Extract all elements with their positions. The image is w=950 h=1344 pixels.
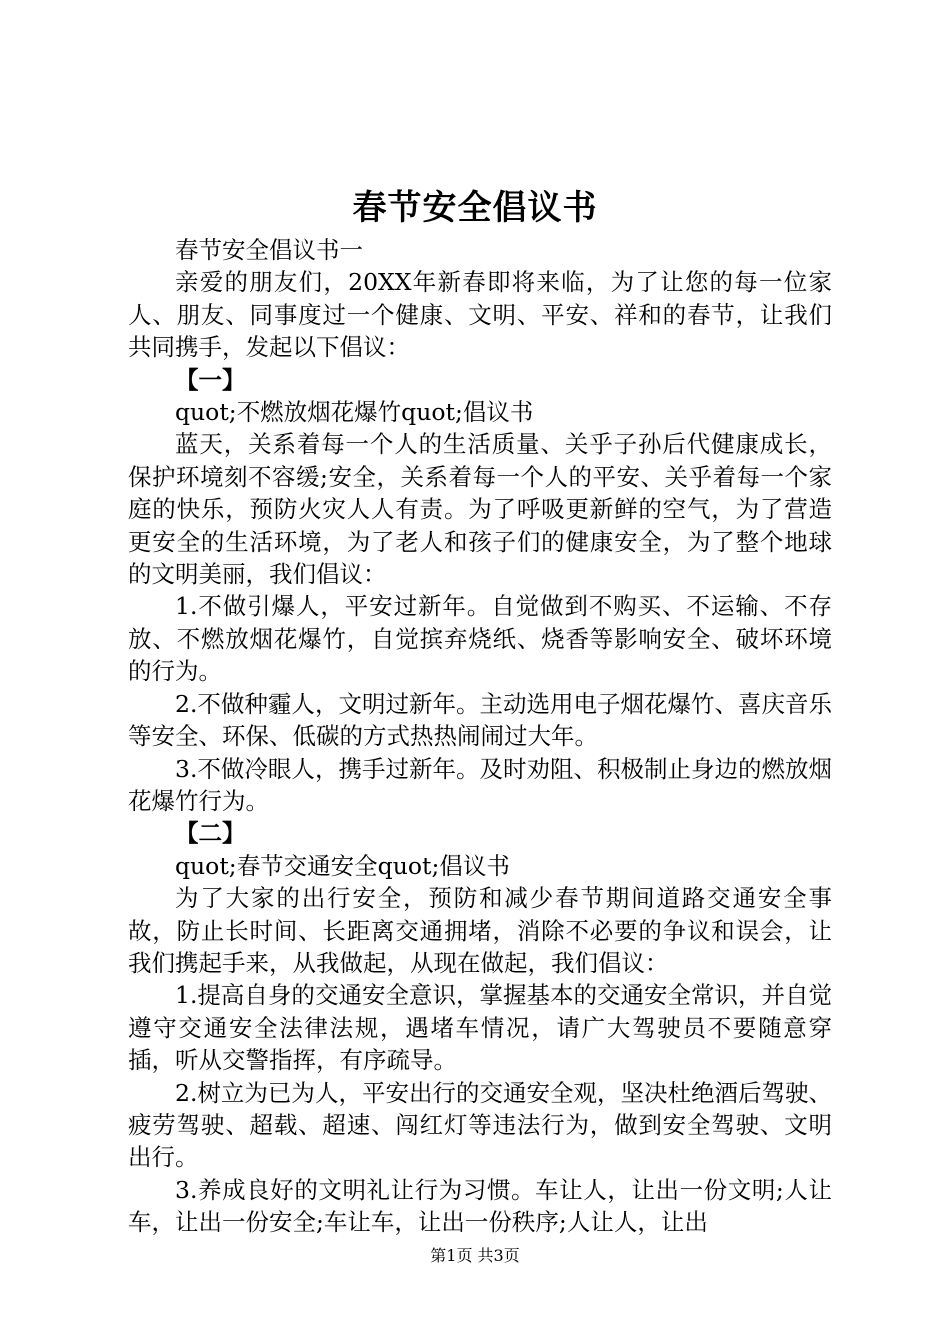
paragraph: 亲爱的朋友们，20XX年新春即将来临，为了让您的每一位家人、朋友、同事度过一个健康、文明、平安、祥和的春节，让我们共同携手，发起以下倡议：: [128, 268, 832, 362]
page-number: 第1页 共3页: [430, 1246, 520, 1265]
list-item: 3.不做冷眼人，携手过新年。及时劝阻、积极制止身边的燃放烟花爆竹行为。: [128, 754, 832, 815]
section-heading: quot;不燃放烟花爆竹quot;倡议书: [175, 398, 534, 427]
list-item: 3.养成良好的文明礼让行为习惯。车让人，让出一份文明;人让车，让出一份安全;车让车，让出一份秩序;人让人，让出: [128, 1175, 832, 1237]
list-item: 1.提高自身的交通安全意识，掌握基本的交通安全常识，并自觉遵守交通安全法律法规，遇堵车情况，请广大驾驶员不要随意穿插，听从交警指挥，有序疏导。: [128, 981, 832, 1075]
section-heading: quot;春节交通安全quot;倡议书: [175, 851, 510, 880]
page-title: 春节安全倡议书: [352, 188, 598, 228]
paragraph: 春节安全倡议书一: [175, 236, 363, 264]
paragraph: 为了大家的出行安全，预防和减少春节期间道路交通安全事故，防止长时间、长距离交通拥堵，消除不必要的争议和误会，让我们携起手来，从我做起，从现在做起，我们倡议：: [128, 884, 832, 977]
document-body: [128, 234, 832, 1239]
section-marker: 【一】: [175, 365, 246, 394]
list-item: 2.不做种霾人，文明过新年。主动选用电子烟花爆竹、喜庆音乐等安全、环保、低碳的方式热热闹闹过大年。: [128, 689, 832, 751]
list-item: 1.不做引爆人，平安过新年。自觉做到不购买、不运输、不存放、不燃放烟花爆竹，自觉摈弃烧纸、烧香等影响安全、破坏环境的行为。: [128, 592, 832, 686]
list-item: 2.树立为已为人，平安出行的交通安全观，坚决杜绝酒后驾驶、疲劳驾驶、超载、超速、闯红灯等违法行为，做到安全驾驶、文明出行。: [128, 1078, 832, 1172]
section-marker: 【二】: [175, 819, 246, 848]
paragraph: 蓝天，关系着每一个人的生活质量、关乎子孙后代健康成长，保护环境刻不容缓;安全，关系着每一个人的平安、关乎着每一个家庭的快乐，预防火灾人人有责。为了呼吸更新鲜的空气，为了营造更安全的生活环境，为了老人和孩子们的健康安全，为了整个地球的文明美丽，我们倡议：: [128, 430, 832, 589]
